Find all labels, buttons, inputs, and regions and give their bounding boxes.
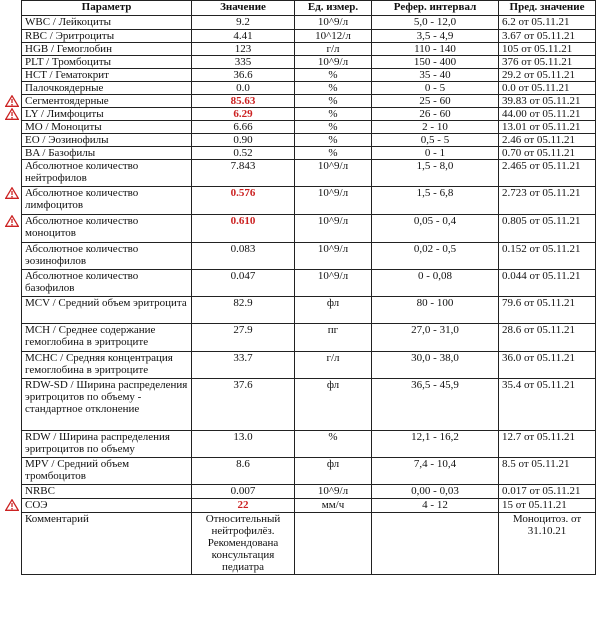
prev-cell: 79.6 от 05.11.21 bbox=[499, 297, 596, 324]
value-cell: 36.6 bbox=[192, 69, 295, 82]
param-cell: EO / Эозинофилы bbox=[22, 134, 192, 147]
param-cell: MPV / Средний объем тромбоцитов bbox=[22, 458, 192, 485]
table-row bbox=[22, 121, 596, 134]
param-cell: Абсолютное количество нейтрофилов bbox=[22, 160, 192, 187]
ref-cell: 1,5 - 6,8 bbox=[372, 187, 499, 215]
prev-cell: 2.723 от 05.11.21 bbox=[499, 187, 596, 215]
unit-cell: % bbox=[295, 69, 372, 82]
prev-cell: 0.152 от 05.11.21 bbox=[499, 243, 596, 270]
table-row bbox=[22, 95, 596, 108]
param-cell: BA / Базофилы bbox=[22, 147, 192, 160]
param-cell: Сегментоядерные bbox=[22, 95, 192, 108]
value-cell: 0.576 bbox=[192, 187, 295, 215]
header-prev: Пред. значение bbox=[499, 1, 596, 16]
unit-cell: 10^9/л bbox=[295, 215, 372, 243]
comment-row bbox=[22, 513, 596, 575]
unit-cell: фл bbox=[295, 379, 372, 431]
param-cell: WBC / Лейкоциты bbox=[22, 16, 192, 30]
unit-cell: 10^9/л bbox=[295, 485, 372, 499]
ref-cell: 5,0 - 12,0 bbox=[372, 16, 499, 30]
unit-cell: фл bbox=[295, 458, 372, 485]
param-cell: NRBC bbox=[22, 485, 192, 499]
header-value: Значение bbox=[192, 1, 295, 16]
param-cell: RDW-SD / Ширина распределения эритроцитов по объему - стандартное отклонение bbox=[22, 379, 192, 431]
table-row bbox=[22, 431, 596, 458]
prev-cell: 3.67 от 05.11.21 bbox=[499, 30, 596, 43]
prev-cell: 0.70 от 05.11.21 bbox=[499, 147, 596, 160]
param-cell: Абсолютное количество моноцитов bbox=[22, 215, 192, 243]
prev-cell: 0.044 от 05.11.21 bbox=[499, 270, 596, 297]
header-param: Параметр bbox=[22, 1, 192, 16]
unit-cell: мм/ч bbox=[295, 499, 372, 513]
unit-cell: % bbox=[295, 147, 372, 160]
unit-cell: 10^9/л bbox=[295, 187, 372, 215]
ref-cell: 0,02 - 0,5 bbox=[372, 243, 499, 270]
value-cell: 0.90 bbox=[192, 134, 295, 147]
unit-cell: 10^9/л bbox=[295, 16, 372, 30]
unit-cell: г/л bbox=[295, 43, 372, 56]
comment-prev: Моноцитоз. от 31.10.21 bbox=[499, 513, 596, 575]
prev-cell: 28.6 от 05.11.21 bbox=[499, 324, 596, 352]
param-cell: MCHC / Средняя концентрация гемоглобина в эритроците bbox=[22, 352, 192, 379]
unit-cell: % bbox=[295, 134, 372, 147]
warning-icon bbox=[5, 95, 19, 107]
ref-cell: 4 - 12 bbox=[372, 499, 499, 513]
unit-cell: 10^9/л bbox=[295, 56, 372, 69]
param-cell: HGB / Гемоглобин bbox=[22, 43, 192, 56]
table-row bbox=[22, 187, 596, 215]
unit-cell: 10^12/л bbox=[295, 30, 372, 43]
ref-cell: 0 - 0,08 bbox=[372, 270, 499, 297]
unit-cell: % bbox=[295, 108, 372, 121]
ref-cell: 0,00 - 0,03 bbox=[372, 485, 499, 499]
param-cell: MCV / Средний объем эритроцита bbox=[22, 297, 192, 324]
value-cell: 0.083 bbox=[192, 243, 295, 270]
table-row bbox=[22, 215, 596, 243]
value-cell: 0.610 bbox=[192, 215, 295, 243]
value-cell: 33.7 bbox=[192, 352, 295, 379]
table-row bbox=[22, 160, 596, 187]
value-cell: 9.2 bbox=[192, 16, 295, 30]
table-row bbox=[22, 499, 596, 513]
unit-cell: г/л bbox=[295, 352, 372, 379]
table-row bbox=[22, 108, 596, 121]
param-cell: LY / Лимфоциты bbox=[22, 108, 192, 121]
ref-cell: 1,5 - 8,0 bbox=[372, 160, 499, 187]
lab-results-table bbox=[21, 0, 596, 575]
param-cell: HCT / Гематокрит bbox=[22, 69, 192, 82]
value-cell: 6.29 bbox=[192, 108, 295, 121]
table-row bbox=[22, 297, 596, 324]
prev-cell: 39.83 от 05.11.21 bbox=[499, 95, 596, 108]
param-cell: MO / Моноциты bbox=[22, 121, 192, 134]
warning-icon bbox=[5, 499, 19, 511]
param-cell: RDW / Ширина распределения эритроцитов по объему bbox=[22, 431, 192, 458]
ref-cell: 3,5 - 4,9 bbox=[372, 30, 499, 43]
table-row bbox=[22, 352, 596, 379]
table-row bbox=[22, 30, 596, 43]
unit-cell: 10^9/л bbox=[295, 243, 372, 270]
value-cell: 7.843 bbox=[192, 160, 295, 187]
table-row bbox=[22, 43, 596, 56]
value-cell: 27.9 bbox=[192, 324, 295, 352]
value-cell: 8.6 bbox=[192, 458, 295, 485]
warning-icon bbox=[5, 108, 19, 120]
table-row bbox=[22, 147, 596, 160]
param-cell: Палочкоядерные bbox=[22, 82, 192, 95]
prev-cell: 44.00 от 05.11.21 bbox=[499, 108, 596, 121]
ref-cell: 0,05 - 0,4 bbox=[372, 215, 499, 243]
ref-cell: 80 - 100 bbox=[372, 297, 499, 324]
value-cell: 4.41 bbox=[192, 30, 295, 43]
ref-cell: 7,4 - 10,4 bbox=[372, 458, 499, 485]
header-unit: Ед. измер. bbox=[295, 1, 372, 16]
prev-cell: 29.2 от 05.11.21 bbox=[499, 69, 596, 82]
table-row bbox=[22, 16, 596, 30]
unit-cell: % bbox=[295, 95, 372, 108]
prev-cell: 0.0 от 05.11.21 bbox=[499, 82, 596, 95]
warning-icon bbox=[5, 187, 19, 199]
comment-ref-cell bbox=[372, 513, 499, 575]
table-row bbox=[22, 82, 596, 95]
prev-cell: 0.017 от 05.11.21 bbox=[499, 485, 596, 499]
table-row bbox=[22, 379, 596, 431]
prev-cell: 8.5 от 05.11.21 bbox=[499, 458, 596, 485]
ref-cell: 2 - 10 bbox=[372, 121, 499, 134]
comment-text: Относительный нейтрофилёз. Рекомендована консультация педиатра bbox=[192, 513, 295, 575]
prev-cell: 12.7 от 05.11.21 bbox=[499, 431, 596, 458]
prev-cell: 13.01 от 05.11.21 bbox=[499, 121, 596, 134]
ref-cell: 30,0 - 38,0 bbox=[372, 352, 499, 379]
table-row bbox=[22, 69, 596, 82]
value-cell: 6.66 bbox=[192, 121, 295, 134]
ref-cell: 12,1 - 16,2 bbox=[372, 431, 499, 458]
value-cell: 85.63 bbox=[192, 95, 295, 108]
prev-cell: 15 от 05.11.21 bbox=[499, 499, 596, 513]
value-cell: 0.52 bbox=[192, 147, 295, 160]
value-cell: 0.007 bbox=[192, 485, 295, 499]
param-cell: MCH / Среднее содержание гемоглобина в эритроците bbox=[22, 324, 192, 352]
table-row bbox=[22, 324, 596, 352]
ref-cell: 0,5 - 5 bbox=[372, 134, 499, 147]
value-cell: 13.0 bbox=[192, 431, 295, 458]
ref-cell: 0 - 1 bbox=[372, 147, 499, 160]
table-row bbox=[22, 485, 596, 499]
comment-label: Комментарий bbox=[22, 513, 192, 575]
value-cell: 82.9 bbox=[192, 297, 295, 324]
param-cell: СОЭ bbox=[22, 499, 192, 513]
value-cell: 22 bbox=[192, 499, 295, 513]
value-cell: 123 bbox=[192, 43, 295, 56]
unit-cell: % bbox=[295, 82, 372, 95]
value-cell: 335 bbox=[192, 56, 295, 69]
prev-cell: 36.0 от 05.11.21 bbox=[499, 352, 596, 379]
prev-cell: 6.2 от 05.11.21 bbox=[499, 16, 596, 30]
prev-cell: 35.4 от 05.11.21 bbox=[499, 379, 596, 431]
unit-cell: фл bbox=[295, 297, 372, 324]
ref-cell: 27,0 - 31,0 bbox=[372, 324, 499, 352]
prev-cell: 376 от 05.11.21 bbox=[499, 56, 596, 69]
table-row bbox=[22, 134, 596, 147]
ref-cell: 0 - 5 bbox=[372, 82, 499, 95]
table-row bbox=[22, 270, 596, 297]
value-cell: 0.047 bbox=[192, 270, 295, 297]
value-cell: 0.0 bbox=[192, 82, 295, 95]
value-cell: 37.6 bbox=[192, 379, 295, 431]
param-cell: Абсолютное количество базофилов bbox=[22, 270, 192, 297]
ref-cell: 150 - 400 bbox=[372, 56, 499, 69]
ref-cell: 25 - 60 bbox=[372, 95, 499, 108]
param-cell: PLT / Тромбоциты bbox=[22, 56, 192, 69]
warning-icon bbox=[5, 215, 19, 227]
ref-cell: 36,5 - 45,9 bbox=[372, 379, 499, 431]
table-row bbox=[22, 458, 596, 485]
ref-cell: 26 - 60 bbox=[372, 108, 499, 121]
ref-cell: 35 - 40 bbox=[372, 69, 499, 82]
table-row bbox=[22, 56, 596, 69]
unit-cell: 10^9/л bbox=[295, 270, 372, 297]
prev-cell: 0.805 от 05.11.21 bbox=[499, 215, 596, 243]
comment-unit-cell bbox=[295, 513, 372, 575]
header-ref: Рефер. интервал bbox=[372, 1, 499, 16]
ref-cell: 110 - 140 bbox=[372, 43, 499, 56]
unit-cell: % bbox=[295, 431, 372, 458]
table-header-row bbox=[22, 1, 596, 16]
param-cell: RBC / Эритроциты bbox=[22, 30, 192, 43]
param-cell: Абсолютное количество эозинофилов bbox=[22, 243, 192, 270]
param-cell: Абсолютное количество лимфоцитов bbox=[22, 187, 192, 215]
unit-cell: 10^9/л bbox=[295, 160, 372, 187]
unit-cell: пг bbox=[295, 324, 372, 352]
unit-cell: % bbox=[295, 121, 372, 134]
prev-cell: 2.46 от 05.11.21 bbox=[499, 134, 596, 147]
prev-cell: 105 от 05.11.21 bbox=[499, 43, 596, 56]
table-row bbox=[22, 243, 596, 270]
prev-cell: 2.465 от 05.11.21 bbox=[499, 160, 596, 187]
